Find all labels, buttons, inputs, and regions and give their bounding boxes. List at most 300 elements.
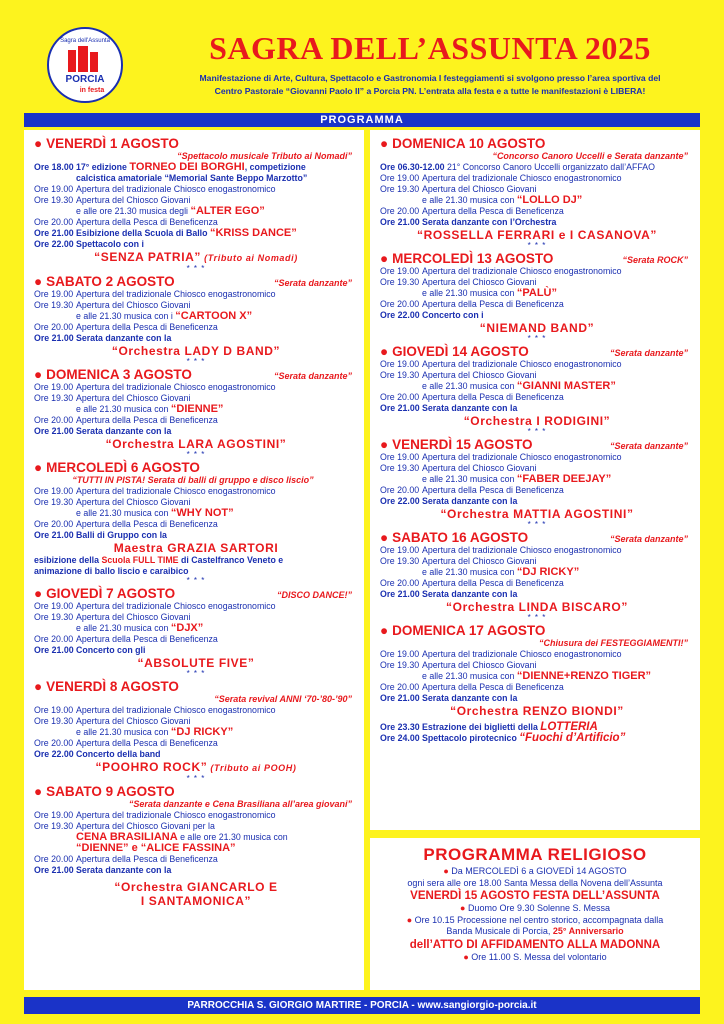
time: Ore 19.00 — [380, 649, 420, 659]
text: Apertura del Chiosco Giovani — [76, 612, 191, 622]
time: Ore 20.00 — [380, 682, 420, 692]
time: Ore 20.00 — [380, 392, 420, 402]
page-title: SAGRA DELL’ASSUNTA 2025 — [209, 30, 651, 66]
schedule-line — [34, 508, 358, 519]
text: Spettacolo con i — [76, 239, 144, 249]
time: Ore 19.30 — [34, 612, 74, 622]
text: Esibizione della Scuola di Ballo — [76, 228, 210, 238]
time: Ore 20.00 — [380, 299, 420, 309]
day-subtitle: “Serata danzante” — [609, 441, 688, 451]
religious-line: ogni sera alle ore 18.00 Santa Messa della Novena dell’Assunta — [407, 877, 663, 888]
schedule-line — [380, 649, 694, 660]
day-heading — [34, 784, 358, 799]
time: Ore 24.00 — [380, 733, 420, 743]
band: “SENZA PATRIA” — [94, 250, 201, 264]
highlight: 25° Anniversario — [552, 926, 624, 936]
schedule-line — [34, 727, 358, 738]
day-title: VENERDÌ 8 AGOSTO — [46, 679, 179, 694]
day-heading — [34, 679, 358, 694]
band-name: “Orchestra RENZO BIONDI” — [450, 704, 624, 718]
schedule-line — [380, 496, 694, 507]
time: Ore 19.00 — [34, 184, 74, 194]
text: e alle ore 21.30 musica degli — [76, 206, 191, 216]
text: Duomo Ore 9.30 Solenne S. Messa — [467, 903, 611, 913]
separator: * * * — [527, 334, 547, 343]
time: Ore 18.00 — [34, 162, 74, 172]
time: Ore 22.00 — [380, 310, 420, 320]
schedule-line — [380, 206, 694, 217]
logo — [40, 26, 130, 104]
day-block — [380, 437, 694, 528]
separator: * * * — [186, 669, 206, 678]
schedule-line — [34, 486, 358, 497]
highlight: “LOLLO DJ” — [516, 194, 583, 206]
day-block — [34, 136, 358, 272]
text: Apertura del Chiosco Giovani — [76, 393, 191, 403]
text: Apertura del tradizionale Chiosco enogastronomico — [76, 601, 276, 611]
day-block — [34, 586, 358, 677]
bullet-icon: ● — [380, 136, 389, 151]
schedule-line — [34, 854, 358, 865]
schedule-line — [380, 671, 694, 682]
schedule-line — [380, 485, 694, 496]
schedule-line — [34, 705, 358, 716]
text: Apertura del tradizionale Chiosco enogastronomico — [76, 810, 276, 820]
schedule-line — [34, 217, 358, 228]
text: Estrazione dei biglietti della — [422, 722, 541, 732]
text: Apertura del Chiosco Giovani per la — [76, 821, 215, 831]
logo-sub: in festa — [79, 87, 105, 94]
text: Apertura della Pesca di Beneficenza — [422, 206, 564, 216]
day-heading — [34, 586, 358, 601]
day-subtitle: “Serata danzante” — [609, 534, 688, 544]
text: Banda Musicale di Porcia, — [446, 926, 553, 936]
band-note: (Tributo ai POOH) — [207, 763, 297, 773]
schedule-line — [34, 426, 358, 437]
band-name: I SANTAMONICA” — [140, 894, 252, 908]
schedule-line — [34, 311, 358, 322]
schedule-line — [380, 693, 694, 704]
time: Ore 19.30 — [34, 300, 74, 310]
religious-heading: VENERDÌ 15 AGOSTO FESTA DELL’ASSUNTA — [410, 890, 660, 902]
time: Ore 19.00 — [34, 705, 74, 715]
text: Serata danzante con la — [76, 426, 172, 436]
separator: * * * — [186, 450, 206, 459]
text: Apertura del Chiosco Giovani — [422, 184, 537, 194]
time: Ore 23.30 — [380, 722, 420, 732]
highlight: “CARTOON X” — [175, 310, 253, 322]
highlight: “DJX” — [170, 622, 204, 634]
time: Ore 20.00 — [380, 485, 420, 495]
schedule-line — [34, 404, 358, 415]
schedule-line — [34, 239, 358, 250]
time: Ore 21.00 — [380, 693, 420, 703]
time: Ore 22.00 — [380, 496, 420, 506]
right-column — [370, 130, 700, 830]
text: esibizione della — [34, 555, 102, 565]
left-column — [24, 130, 364, 990]
schedule-line — [380, 381, 694, 392]
text: Apertura della Pesca di Beneficenza — [76, 217, 218, 227]
band-name: “Orchestra LADY D BAND” — [111, 344, 281, 358]
schedule-line — [380, 288, 694, 299]
band-name: “ROSSELLA FERRARI e I CASANOVA” — [417, 228, 657, 242]
text: 21° Concorso Canoro Uccelli organizzato dall’AFFAO — [447, 162, 655, 172]
schedule-line — [34, 810, 358, 821]
time: Ore 19.30 — [380, 277, 420, 287]
text: e alle 21.30 musica con — [422, 381, 517, 391]
religious-title: PROGRAMMA RELIGIOSO — [423, 845, 647, 864]
schedule-line — [380, 173, 694, 184]
text: Apertura della Pesca di Beneficenza — [422, 578, 564, 588]
highlight: “Fuochi d’Artificio” — [519, 732, 626, 744]
text: Concerto con gli — [76, 645, 146, 655]
schedule-line — [380, 403, 694, 414]
text: Apertura del tradizionale Chiosco enogastronomico — [76, 705, 276, 715]
text: e alle 21.30 musica con — [422, 195, 517, 205]
day-title: MERCOLEDÌ 13 AGOSTO — [392, 251, 554, 266]
religious-line — [374, 903, 696, 915]
religious-line — [374, 952, 696, 964]
band-name: “ABSOLUTE FIVE” — [137, 656, 255, 670]
schedule-line — [34, 623, 358, 634]
day-subtitle: “Serata danzante e Cena Brasiliana all’area giovani” — [128, 799, 352, 809]
day-heading — [380, 623, 694, 638]
time: Ore 21.00 — [380, 403, 420, 413]
time: Ore 19.30 — [380, 370, 420, 380]
bullet-icon: ● — [34, 784, 43, 799]
day-heading — [34, 274, 358, 289]
text: , competizione — [244, 162, 306, 172]
text: Apertura del Chiosco Giovani — [76, 497, 191, 507]
text: Da MERCOLEDÌ 6 a GIOVEDÌ 14 AGOSTO — [451, 866, 627, 876]
text: e alle 21.30 musica con — [76, 404, 171, 414]
schedule-line — [34, 530, 358, 541]
text: Ore 10.15 Processione nel centro storico, accompagnata dalla — [414, 914, 664, 925]
day-title: DOMENICA 17 AGOSTO — [392, 623, 546, 638]
bullet-icon: ● — [34, 274, 43, 289]
text: Spettacolo pirotecnico — [422, 733, 520, 743]
bullet-icon: ● — [380, 251, 389, 266]
text: Apertura della Pesca di Beneficenza — [76, 519, 218, 529]
text: Apertura della Pesca di Beneficenza — [76, 415, 218, 425]
text: Apertura del Chiosco Giovani — [76, 716, 191, 726]
day-heading — [34, 136, 358, 151]
time: Ore 21.00 — [34, 865, 74, 875]
schedule-line — [380, 162, 694, 173]
text: Apertura del tradizionale Chiosco enogastronomico — [76, 382, 276, 392]
schedule-line — [380, 299, 694, 310]
text: Serata danzante con la — [422, 403, 518, 413]
text: di Castelfranco Veneto e — [178, 555, 284, 565]
schedule-line — [34, 415, 358, 426]
day-subtitle: “DISCO DANCE!” — [276, 590, 352, 600]
schedule-line — [34, 206, 358, 217]
text: Apertura del Chiosco Giovani — [422, 556, 537, 566]
subtitle-line: Centro Pastorale “Giovanni Paolo II” a Porcia PN. L’entrata alla festa e a tutte le manifestazioni è LIBERA! — [214, 86, 646, 96]
schedule-line — [34, 289, 358, 300]
day-subtitle: “Serata danzante” — [609, 348, 688, 358]
day-subtitle: “Serata revival ANNI ‘70-’80-’90” — [214, 694, 352, 704]
day-heading — [380, 530, 694, 545]
logo-word: PORCIA — [65, 74, 105, 85]
day-block — [380, 136, 694, 249]
time: Ore 20.00 — [34, 519, 74, 529]
bullet-icon: ● — [380, 344, 389, 359]
band-name: “Orchestra GIANCARLO E — [114, 880, 278, 894]
band-note: (Tributo ai Nomadi) — [201, 253, 298, 263]
bullet-icon: ● — [34, 679, 43, 694]
text: Balli di Gruppo con la — [76, 530, 167, 540]
day-heading — [380, 344, 694, 359]
day-heading — [380, 437, 694, 452]
day-block — [34, 367, 358, 458]
highlight: “DJ RICKY” — [516, 566, 580, 578]
text: Apertura del tradizionale Chiosco enogastronomico — [422, 359, 622, 369]
band-name — [34, 250, 358, 265]
schedule-line — [380, 392, 694, 403]
bullet-icon: ● — [459, 903, 466, 913]
highlight: “DIENNE” — [170, 403, 224, 415]
day-subtitle: “TUTTI IN PISTA! Serata di balli di gruppo e disco liscio” — [72, 475, 314, 485]
schedule-line — [380, 217, 694, 228]
day-subtitle: “Chiusura dei FESTEGGIAMENTI!” — [538, 638, 688, 648]
schedule-line — [34, 601, 358, 612]
bullet-icon: ● — [380, 437, 389, 452]
programma-bar: PROGRAMMA — [24, 113, 700, 127]
time: Ore 19.00 — [380, 359, 420, 369]
schedule-line — [380, 733, 694, 744]
text: Apertura del Chiosco Giovani — [422, 660, 537, 670]
time: Ore 21.00 — [34, 333, 74, 343]
text: 17° edizione — [76, 162, 130, 172]
day-title: GIOVEDÌ 7 AGOSTO — [46, 586, 176, 601]
highlight: “WHY NOT” — [170, 507, 234, 519]
day-title: VENERDÌ 1 AGOSTO — [46, 136, 179, 151]
time: Ore 19.00 — [34, 289, 74, 299]
day-block — [34, 679, 358, 782]
text: Apertura della Pesca di Beneficenza — [76, 854, 218, 864]
day-title: VENERDÌ 15 AGOSTO — [392, 437, 533, 452]
schedule-line — [380, 195, 694, 206]
text: Serata danzante con la — [422, 589, 518, 599]
time: Ore 19.30 — [380, 660, 420, 670]
day-heading — [380, 251, 694, 266]
band-name — [34, 760, 358, 775]
time: Ore 20.00 — [34, 854, 74, 864]
schedule-line — [380, 578, 694, 589]
day-subtitle: “Spettacolo musicale Tributo ai Nomadi” — [177, 151, 352, 161]
bullet-icon: ● — [34, 460, 43, 475]
text: Apertura della Pesca di Beneficenza — [76, 634, 218, 644]
schedule-line: animazione di ballo liscio e caraibico — [34, 566, 189, 576]
time: Ore 19.30 — [34, 821, 74, 831]
highlight: LOTTERIA — [540, 721, 598, 733]
bullet-icon: ● — [34, 586, 43, 601]
highlight: “ALTER EGO” — [190, 205, 265, 217]
header — [0, 0, 724, 110]
day-heading — [34, 367, 358, 382]
time: Ore 19.00 — [380, 173, 420, 183]
text: e alle 21.30 musica con — [76, 508, 171, 518]
religious-line — [374, 866, 696, 878]
text: e alle 21.30 musica con — [422, 567, 517, 577]
text: e alle 21.30 musica con — [422, 474, 517, 484]
schedule-line — [34, 749, 358, 760]
text: Apertura del tradizionale Chiosco enogastronomico — [76, 184, 276, 194]
band-name: “NIEMAND BAND” — [479, 321, 595, 335]
schedule-line — [380, 452, 694, 463]
band-name: “Orchestra LARA AGOSTINI” — [105, 437, 287, 451]
subtitle — [150, 72, 710, 98]
text: e alle 21.30 musica con i — [76, 311, 176, 321]
text: Apertura della Pesca di Beneficenza — [422, 299, 564, 309]
day-title: GIOVEDÌ 14 AGOSTO — [392, 344, 529, 359]
time: Ore 21.00 — [34, 530, 74, 540]
time: Ore 20.00 — [34, 634, 74, 644]
logo-text: Sagra dell'Assunta — [60, 38, 110, 44]
time: Ore 19.00 — [34, 601, 74, 611]
time: Ore 19.00 — [34, 382, 74, 392]
text: Apertura della Pesca di Beneficenza — [422, 392, 564, 402]
separator: * * * — [527, 241, 547, 250]
bullet-icon: ● — [34, 136, 43, 151]
day-title: SABATO 16 AGOSTO — [392, 530, 529, 545]
time: Ore 22.00 — [34, 239, 74, 249]
time: Ore 20.00 — [34, 415, 74, 425]
time: Ore 22.00 — [34, 749, 74, 759]
text: e alle ore 21.30 musica con — [177, 832, 288, 842]
schedule-line — [34, 333, 358, 344]
schedule-line — [380, 310, 694, 321]
separator: * * * — [527, 520, 547, 529]
highlight: TORNEO DEI BORGHI — [129, 161, 245, 173]
schedule-line — [380, 589, 694, 600]
text: Apertura del tradizionale Chiosco enogastronomico — [76, 289, 276, 299]
highlight: “PALÙ” — [516, 287, 558, 299]
time: Ore 20.00 — [34, 322, 74, 332]
highlight: “GIANNI MASTER” — [516, 380, 616, 392]
time: Ore 19.00 — [34, 810, 74, 820]
text: Apertura del tradizionale Chiosco enogastronomico — [422, 266, 622, 276]
text: Concerto con i — [422, 310, 484, 320]
day-block — [380, 530, 694, 621]
time: Ore 19.00 — [380, 452, 420, 462]
bullet-icon: ● — [380, 623, 389, 638]
day-subtitle: “Serata ROCK” — [622, 255, 688, 265]
text: Ore 11.00 S. Messa del volontario — [471, 951, 607, 962]
day-title: MERCOLEDÌ 6 AGOSTO — [46, 460, 200, 475]
day-block — [34, 784, 358, 908]
time: Ore 19.30 — [380, 556, 420, 566]
text: Apertura del tradizionale Chiosco enogastronomico — [422, 545, 622, 555]
schedule-line — [380, 682, 694, 693]
text: e alle 21.30 musica con — [422, 671, 517, 681]
schedule-line — [380, 545, 694, 556]
highlight: “FABER DEEJAY” — [516, 473, 612, 485]
schedule-line — [380, 359, 694, 370]
separator: * * * — [186, 774, 206, 783]
time: Ore 19.00 — [380, 545, 420, 555]
text: calcistica amatoriale “Memorial Sante Beppo Marzotto” — [76, 173, 308, 183]
time: Ore 19.30 — [34, 393, 74, 403]
schedule-line — [34, 634, 358, 645]
schedule-line — [34, 184, 358, 195]
time: Ore 20.00 — [34, 738, 74, 748]
text: Apertura del tradizionale Chiosco enogastronomico — [422, 173, 622, 183]
schedule-line — [34, 738, 358, 749]
separator: * * * — [186, 576, 206, 585]
footer: PARROCCHIA S. GIORGIO MARTIRE - PORCIA - www.sangiorgio-porcia.it — [24, 997, 700, 1014]
time: Ore 20.00 — [380, 578, 420, 588]
day-title: DOMENICA 10 AGOSTO — [392, 136, 546, 151]
time: Ore 19.30 — [34, 195, 74, 205]
separator: * * * — [527, 427, 547, 436]
text: Serata danzante con la — [76, 333, 172, 343]
text: Serata danzante con la — [422, 693, 518, 703]
schedule-line — [34, 173, 358, 184]
time: Ore 19.00 — [34, 486, 74, 496]
religious-program — [370, 838, 700, 990]
schedule-line — [34, 162, 358, 173]
time: Ore 19.30 — [380, 463, 420, 473]
time: Ore 19.30 — [34, 716, 74, 726]
religious-line — [374, 915, 696, 927]
time: Ore 19.30 — [380, 184, 420, 194]
day-subtitle: “Serata danzante” — [273, 278, 352, 288]
text: e alle 21.30 musica con — [76, 623, 171, 633]
text: Apertura della Pesca di Beneficenza — [422, 682, 564, 692]
day-block — [34, 274, 358, 365]
text: Apertura del tradizionale Chiosco enogastronomico — [422, 649, 622, 659]
text: Apertura del Chiosco Giovani — [422, 370, 537, 380]
time: Ore 21.00 — [34, 228, 74, 238]
text: Serata danzante con la — [76, 865, 172, 875]
highlight: “DJ RICKY” — [170, 726, 234, 738]
text: Apertura della Pesca di Beneficenza — [76, 322, 218, 332]
separator: * * * — [527, 613, 547, 622]
highlight: CENA BRASILIANA — [76, 831, 178, 843]
day-title: DOMENICA 3 AGOSTO — [46, 367, 192, 382]
day-block — [34, 460, 358, 584]
bullet-icon: ● — [443, 866, 449, 876]
highlight: “DIENNE+RENZO TIGER” — [516, 670, 652, 682]
text: Apertura del Chiosco Giovani — [76, 195, 191, 205]
bullet-icon: ● — [34, 367, 43, 382]
time: Ore 20.00 — [380, 206, 420, 216]
subtitle-line: Manifestazione di Arte, Cultura, Spettacolo e Gastronomia I festeggiamenti si svolgono presso l’area sportiva del — [199, 73, 661, 83]
schedule-line — [34, 865, 358, 876]
day-heading — [34, 460, 358, 475]
religious-heading: dell’ATTO DI AFFIDAMENTO ALLA MADONNA — [409, 938, 661, 951]
text: Serata danzante con la — [422, 496, 518, 506]
time: Ore 21.00 — [34, 426, 74, 436]
separator: * * * — [186, 264, 206, 273]
day-block — [380, 251, 694, 342]
text: e alle 21.30 musica con — [422, 288, 517, 298]
day-title: SABATO 2 AGOSTO — [46, 274, 175, 289]
time: Ore 06.30-12.00 — [380, 162, 445, 172]
schedule-line — [380, 567, 694, 578]
time: Ore 19.30 — [34, 497, 74, 507]
text: Apertura della Pesca di Beneficenza — [422, 485, 564, 495]
time: Ore 21.00 — [380, 589, 420, 599]
schedule-line — [34, 645, 358, 656]
text: e alle 21.30 musica con — [76, 727, 171, 737]
time: Ore 20.00 — [34, 217, 74, 227]
bullet-icon: ● — [463, 951, 469, 962]
band-name: “Orchestra MATTIA AGOSTINI” — [440, 507, 634, 521]
